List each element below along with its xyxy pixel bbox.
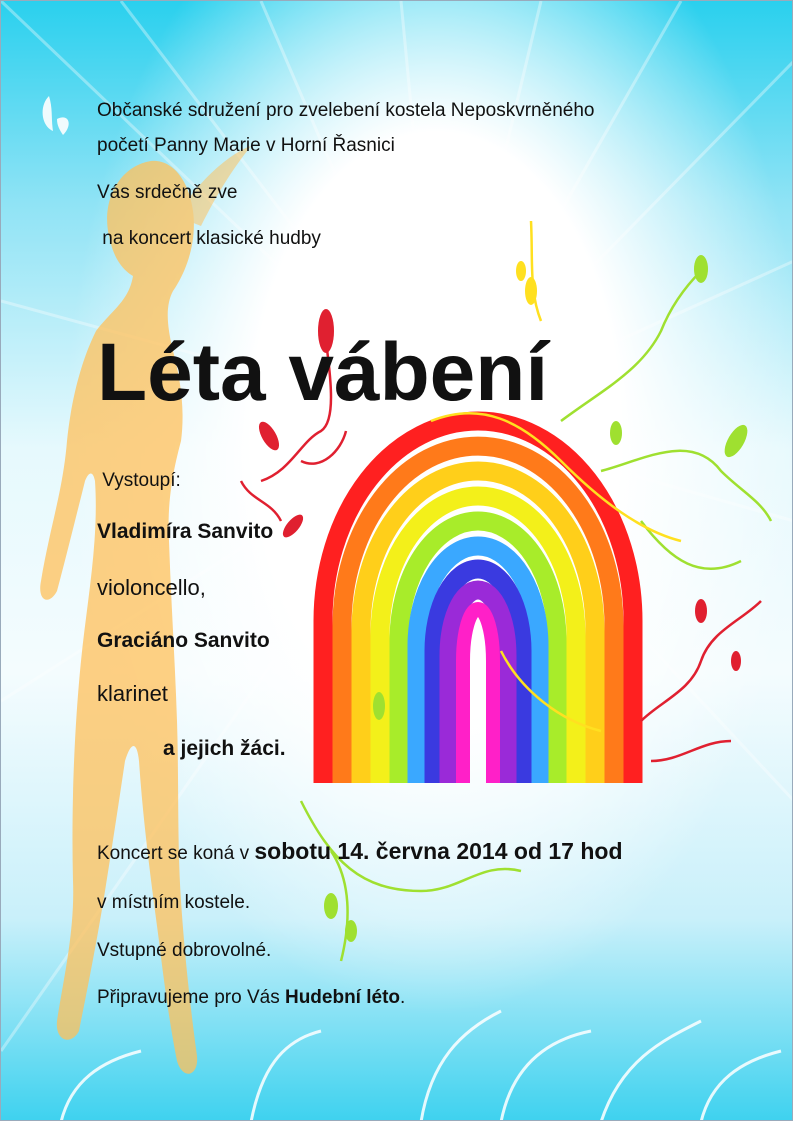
prepare-prefix: Připravujeme pro Vás [97,987,285,1008]
woman-silhouette [40,146,251,1074]
performer-2-name: Graciáno Sanvito [97,629,270,652]
bottom-flora [61,1011,781,1121]
organizer-line-2: početí Panny Marie v Horní Řasnici [97,135,395,156]
rainbow [323,421,633,783]
event-intro: Koncert se koná v [97,843,255,864]
students-line: a jejich žáci. [163,737,286,760]
event-place: v místním kostele. [97,892,251,913]
invite-line-1: Vás srdečně zve [97,182,238,203]
event-title: Léta vábení [97,327,549,418]
prepare-suffix: . [400,987,406,1008]
event-prepare-line [97,986,405,1010]
performers-heading: Vystoupí: [97,470,181,491]
organizer-line-1: Občanské sdružení pro zvelebení kostela Neposkvrněného [97,100,595,121]
invite-line-2: na koncert klasické hudby [97,228,321,249]
performer-1-name: Vladimíra Sanvito [97,520,274,543]
prepare-bold: Hudební léto [284,987,401,1008]
performer-1-instrument: violoncello, [97,575,206,600]
event-entry: Vstupné dobrovolné. [97,940,272,961]
event-date-time: sobotu 14. června 2014 od 17 hod [254,838,623,864]
performer-2-instrument: klarinet [97,681,168,706]
event-date-line [97,837,623,869]
butterfly-shape [43,96,69,135]
